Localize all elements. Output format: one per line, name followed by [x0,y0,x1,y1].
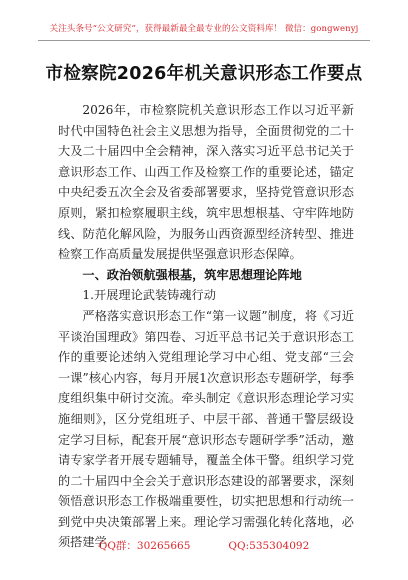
document-title: 市检察院2026年机关意识形态工作要点 [45,64,363,84]
section-1-subheading-1: 1.开展理论武装铸魂行动 [82,288,216,303]
qq-group-number: QQ群：30265665 [98,540,191,552]
intro-paragraph: 2026年，市检察院机关意识形态工作以习近平新时代中国特色社会主义思想为指导，全面贯彻党的二十大及二十届四中全会精神，深入落实习近平总书记关于意识形态工作、山西工作及检察工作的重要论述，锚定中央纪委五次全会及省委部署要求，坚持党管意识形态原则，紧扣检察履职主线，筑牢思想根基、守牢阵地防线、防范化解风险，为服务山西资源型经济转型、推进检察工作高质量发展提供坚强意识形态保障。 [58,103,354,262]
footer-contacts [0,538,408,553]
header-divider [38,40,370,41]
section-1-heading: 一、政治领航强根基，筑牢思想理论阵地 [82,267,302,282]
section-1-subheading-1-paragraph: 严格落实意识形态工作“第一议题”制度，将《习近平谈治国理政》第四卷、习近平总书记关于意识形态工作的重要论述纳入党组理论学习中心组、党支部“三会一课”核心内容，每月开展1次意识形态专题研学，每季度组织集中研讨交流。牵头制定《意识形态理论学习实施细则》，区分党组班子、中层干部、普通干警层级设定学习目标，配套开展“意识形态专题研学季”活动，邀请专家学者开展专题辅导，覆盖全体干警。组织学习党的二十届四中全会关于意识形态建设的部署要求，深刻领悟意识形态工作极端重要性，切实把思想和行动统一到党中央决策部署上来。理论学习需强化转化落地，必须搭建学 [58,308,354,550]
header-banner: 关注头条号“公文研究”，获得最新最全最专业的公文资料库！ 微信：gongwenyj [49,24,359,34]
qq-number: QQ:535304092 [228,540,310,552]
document-body [58,100,354,553]
